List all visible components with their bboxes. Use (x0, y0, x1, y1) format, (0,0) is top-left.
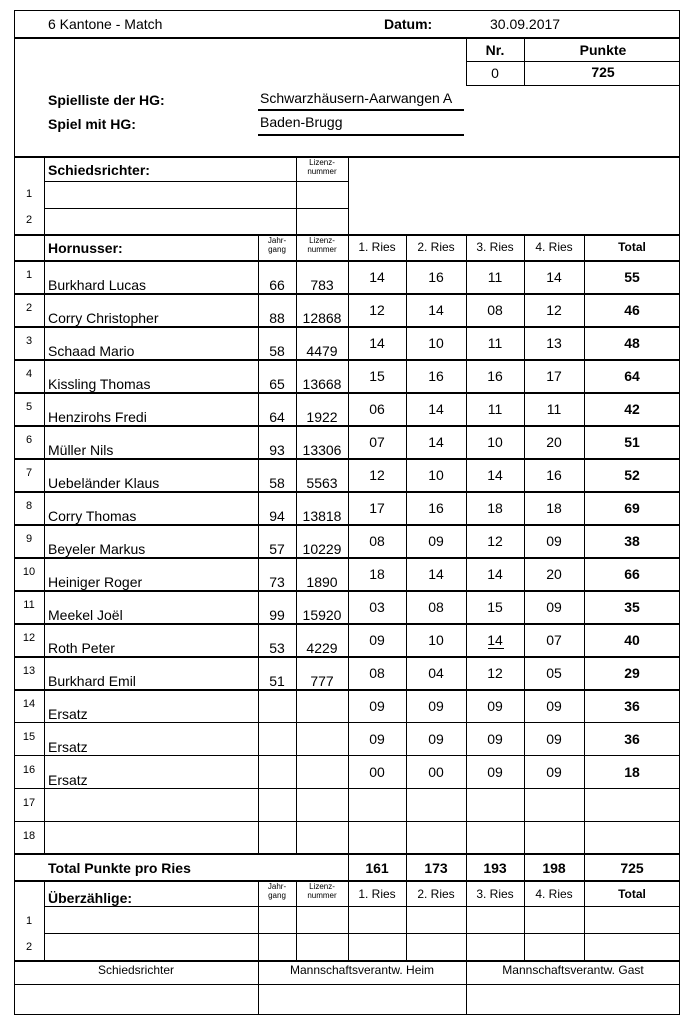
player-license: 13818 (302, 508, 342, 524)
ries-score: 04 (428, 665, 444, 681)
ries-score: 16 (428, 500, 444, 516)
ries-score: 11 (487, 269, 503, 285)
extras-year-header: Jahr- gang (267, 882, 287, 900)
grid-line (14, 590, 680, 592)
ries-score: 15 (369, 368, 385, 384)
player-year: 73 (269, 574, 285, 590)
ries-score: 09 (546, 698, 562, 714)
ries-score: 12 (369, 302, 385, 318)
ries-score: 10 (487, 434, 503, 450)
ries-score: 11 (487, 401, 503, 417)
grid-line (44, 906, 680, 907)
ries-score: 14 (487, 632, 503, 648)
grid-line (14, 557, 680, 559)
player-license: 783 (310, 277, 334, 293)
ries-header: 2. Ries (417, 240, 455, 254)
player-row-index: 12 (22, 632, 36, 644)
player-name: Ersatz (48, 772, 88, 788)
player-license: 15920 (302, 607, 342, 623)
ries-score: 09 (546, 731, 562, 747)
grand-total: 725 (620, 860, 644, 876)
grid-line (466, 61, 680, 62)
player-total: 35 (624, 599, 640, 615)
player-year: 99 (269, 607, 285, 623)
grid-line (44, 880, 45, 960)
ries-score: 09 (369, 698, 385, 714)
ries-score: 09 (428, 731, 444, 747)
player-row-index: 2 (25, 302, 33, 314)
grid-line (14, 788, 680, 789)
extras-ries-header: 1. Ries (358, 887, 396, 901)
ries-score: 11 (546, 401, 562, 417)
player-license: 777 (310, 673, 334, 689)
grid-line (14, 722, 680, 723)
player-year: 64 (269, 409, 285, 425)
player-total: 29 (624, 665, 640, 681)
date-value: 30.09.2017 (490, 16, 561, 32)
grid-line (14, 326, 680, 328)
extras-row-index: 1 (25, 915, 33, 927)
ries-score: 17 (546, 368, 562, 384)
ries-score: 12 (369, 467, 385, 483)
grid-line (258, 134, 464, 136)
player-total: 52 (624, 467, 640, 483)
ries-score: 14 (428, 302, 444, 318)
player-total: 38 (624, 533, 640, 549)
player-total: 40 (624, 632, 640, 648)
ries-score: 18 (546, 500, 562, 516)
ries-score: 12 (546, 302, 562, 318)
totals-label: Total Punkte pro Ries (48, 860, 191, 876)
total-header: Total (618, 240, 646, 254)
ries-score: 10 (428, 467, 444, 483)
player-row-index: 8 (25, 500, 33, 512)
grid-line (44, 208, 348, 209)
ries-score: 09 (487, 698, 503, 714)
player-name: Schaad Mario (48, 343, 135, 359)
grid-line (258, 109, 464, 111)
grid-line (14, 37, 680, 39)
grid-line (14, 458, 680, 460)
grid-line (14, 656, 680, 658)
player-total: 42 (624, 401, 640, 417)
player-year: 66 (269, 277, 285, 293)
player-year: 58 (269, 343, 285, 359)
ries-score: 05 (546, 665, 562, 681)
grid-line (14, 689, 680, 691)
player-row-index: 13 (22, 665, 36, 677)
referee-row-index: 2 (25, 214, 33, 226)
grid-line (14, 524, 680, 526)
ries-score: 12 (487, 533, 503, 549)
players-label: Hornusser: (48, 240, 123, 256)
extras-license-header: Lizenz- nummer (307, 882, 337, 900)
player-row-index: 5 (25, 401, 33, 413)
grid-line (14, 853, 680, 855)
ries-score: 03 (369, 599, 385, 615)
playlist-value: Schwarzhäusern-Aarwangen A (260, 90, 453, 106)
ries-score: 14 (428, 401, 444, 417)
ries-score: 18 (369, 566, 385, 582)
player-name: Burkhard Lucas (48, 277, 147, 293)
ries-score: 09 (546, 764, 562, 780)
ries-total: 173 (424, 860, 448, 876)
player-name: Kissling Thomas (48, 376, 151, 392)
player-year: 57 (269, 541, 285, 557)
referee-row-index: 1 (25, 188, 33, 200)
player-name: Corry Thomas (48, 508, 137, 524)
ries-score: 08 (428, 599, 444, 615)
ries-score: 00 (369, 764, 385, 780)
player-year: 51 (269, 673, 285, 689)
ries-score: 16 (546, 467, 562, 483)
player-name: Meekel Joël (48, 607, 123, 623)
player-name: Roth Peter (48, 640, 115, 656)
player-total: 64 (624, 368, 640, 384)
license-header: Lizenz- nummer (307, 236, 337, 254)
ries-score: 09 (487, 731, 503, 747)
ries-header: 1. Ries (358, 240, 396, 254)
player-row-index: 17 (22, 797, 36, 809)
player-license: 4479 (306, 343, 338, 359)
grid-line (44, 156, 45, 234)
player-year: 94 (269, 508, 285, 524)
player-total: 48 (624, 335, 640, 351)
player-name: Müller Nils (48, 442, 114, 458)
grid-line (348, 156, 349, 234)
extras-ries-header: 2. Ries (417, 887, 455, 901)
nr-label: Nr. (485, 42, 505, 58)
player-row-index: 14 (22, 698, 36, 710)
player-row-index: 3 (25, 335, 33, 347)
grid-line (14, 821, 680, 822)
ries-total: 161 (365, 860, 389, 876)
extras-ries-header: 4. Ries (535, 887, 573, 901)
ries-score: 14 (369, 269, 385, 285)
signature-guest: Mannschaftsverantw. Gast (502, 963, 644, 977)
grid-line (14, 755, 680, 756)
referees-label: Schiedsrichter: (48, 162, 150, 178)
player-name: Ersatz (48, 739, 88, 755)
ries-score: 07 (369, 434, 385, 450)
ries-header: 4. Ries (535, 240, 573, 254)
player-name: Heiniger Roger (48, 574, 143, 590)
referee-license-header: Lizenz- nummer (307, 158, 337, 176)
ries-score: 09 (546, 599, 562, 615)
match-title: 6 Kantone - Match (48, 16, 163, 32)
ries-header: 3. Ries (476, 240, 514, 254)
ries-score: 14 (369, 335, 385, 351)
signature-referee: Schiedsrichter (97, 963, 175, 977)
grid-line (14, 392, 680, 394)
ries-score: 17 (369, 500, 385, 516)
player-name: Burkhard Emil (48, 673, 136, 689)
nr-value: 0 (491, 65, 499, 81)
player-total: 18 (624, 764, 640, 780)
ries-score: 16 (428, 368, 444, 384)
ries-score: 09 (428, 533, 444, 549)
player-year: 93 (269, 442, 285, 458)
grid-line (14, 960, 680, 962)
player-total: 55 (624, 269, 640, 285)
player-year: 53 (269, 640, 285, 656)
ries-score: 16 (428, 269, 444, 285)
ries-score: 07 (546, 632, 562, 648)
player-row-index: 18 (22, 830, 36, 842)
grid-line (14, 359, 680, 361)
player-license: 10229 (302, 541, 342, 557)
player-name: Beyeler Markus (48, 541, 146, 557)
player-total: 36 (624, 731, 640, 747)
player-total: 69 (624, 500, 640, 516)
ries-score: 08 (487, 302, 503, 318)
opponent-value: Baden-Brugg (260, 114, 343, 130)
player-row-index: 16 (22, 764, 36, 776)
player-row-index: 4 (25, 368, 33, 380)
playlist-label: Spielliste der HG: (48, 92, 165, 108)
player-year: 88 (269, 310, 285, 326)
player-name: Ersatz (48, 706, 88, 722)
ries-score: 15 (487, 599, 503, 615)
player-name: Uebeländer Klaus (48, 475, 160, 491)
ries-score: 20 (546, 434, 562, 450)
grid-line (14, 260, 680, 262)
extras-row-index: 2 (25, 941, 33, 953)
player-row-index: 6 (25, 434, 33, 446)
ries-total: 193 (483, 860, 507, 876)
ries-score: 20 (546, 566, 562, 582)
points-label: Punkte (579, 42, 627, 58)
ries-score: 14 (487, 566, 503, 582)
ries-score: 09 (546, 533, 562, 549)
ries-score: 00 (428, 764, 444, 780)
date-label: Datum: (384, 16, 433, 32)
ries-score: 14 (487, 467, 503, 483)
ries-score: 09 (428, 698, 444, 714)
grid-line (14, 425, 680, 427)
ries-score: 12 (487, 665, 503, 681)
ries-score: 10 (428, 632, 444, 648)
extras-total-header: Total (618, 887, 646, 901)
ries-score: 06 (369, 401, 385, 417)
player-total: 46 (624, 302, 640, 318)
player-name: Henzirohs Fredi (48, 409, 147, 425)
ries-score: 11 (487, 335, 503, 351)
player-license: 1890 (306, 574, 338, 590)
ries-score: 09 (487, 764, 503, 780)
player-year: 58 (269, 475, 285, 491)
ries-score: 16 (487, 368, 503, 384)
ries-score: 13 (546, 335, 562, 351)
grid-line (14, 491, 680, 493)
ries-total: 198 (542, 860, 566, 876)
grid-line (44, 181, 348, 182)
player-license: 12868 (302, 310, 342, 326)
player-total: 66 (624, 566, 640, 582)
ries-score: 14 (428, 434, 444, 450)
player-row-index: 1 (25, 269, 33, 281)
player-name: Corry Christopher (48, 310, 159, 326)
player-row-index: 15 (22, 731, 36, 743)
ries-score: 10 (428, 335, 444, 351)
ries-score: 08 (369, 533, 385, 549)
signature-home: Mannschaftsverantw. Heim (289, 963, 435, 977)
grid-line (14, 984, 680, 985)
ries-score: 18 (487, 500, 503, 516)
ries-score: 14 (428, 566, 444, 582)
player-year: 65 (269, 376, 285, 392)
ries-score: 09 (369, 632, 385, 648)
ries-score: 08 (369, 665, 385, 681)
extras-label: Überzählige: (48, 890, 133, 906)
player-license: 5563 (306, 475, 338, 491)
player-license: 1922 (306, 409, 338, 425)
grid-line (14, 293, 680, 295)
player-total: 51 (624, 434, 640, 450)
player-row-index: 10 (22, 566, 36, 578)
grid-line (44, 933, 680, 934)
grid-line (14, 623, 680, 625)
player-license: 13306 (302, 442, 342, 458)
player-row-index: 11 (23, 599, 35, 611)
points-value: 725 (591, 64, 615, 80)
player-total: 36 (624, 698, 640, 714)
extras-ries-header: 3. Ries (476, 887, 514, 901)
player-license: 13668 (302, 376, 342, 392)
score-underline (488, 648, 504, 649)
opponent-label: Spiel mit HG: (48, 116, 136, 132)
grid-line (466, 85, 680, 86)
ries-score: 14 (546, 269, 562, 285)
player-row-index: 9 (25, 533, 33, 545)
ries-score: 09 (369, 731, 385, 747)
player-license: 4229 (306, 640, 338, 656)
year-header: Jahr- gang (267, 236, 287, 254)
player-row-index: 7 (25, 467, 33, 479)
